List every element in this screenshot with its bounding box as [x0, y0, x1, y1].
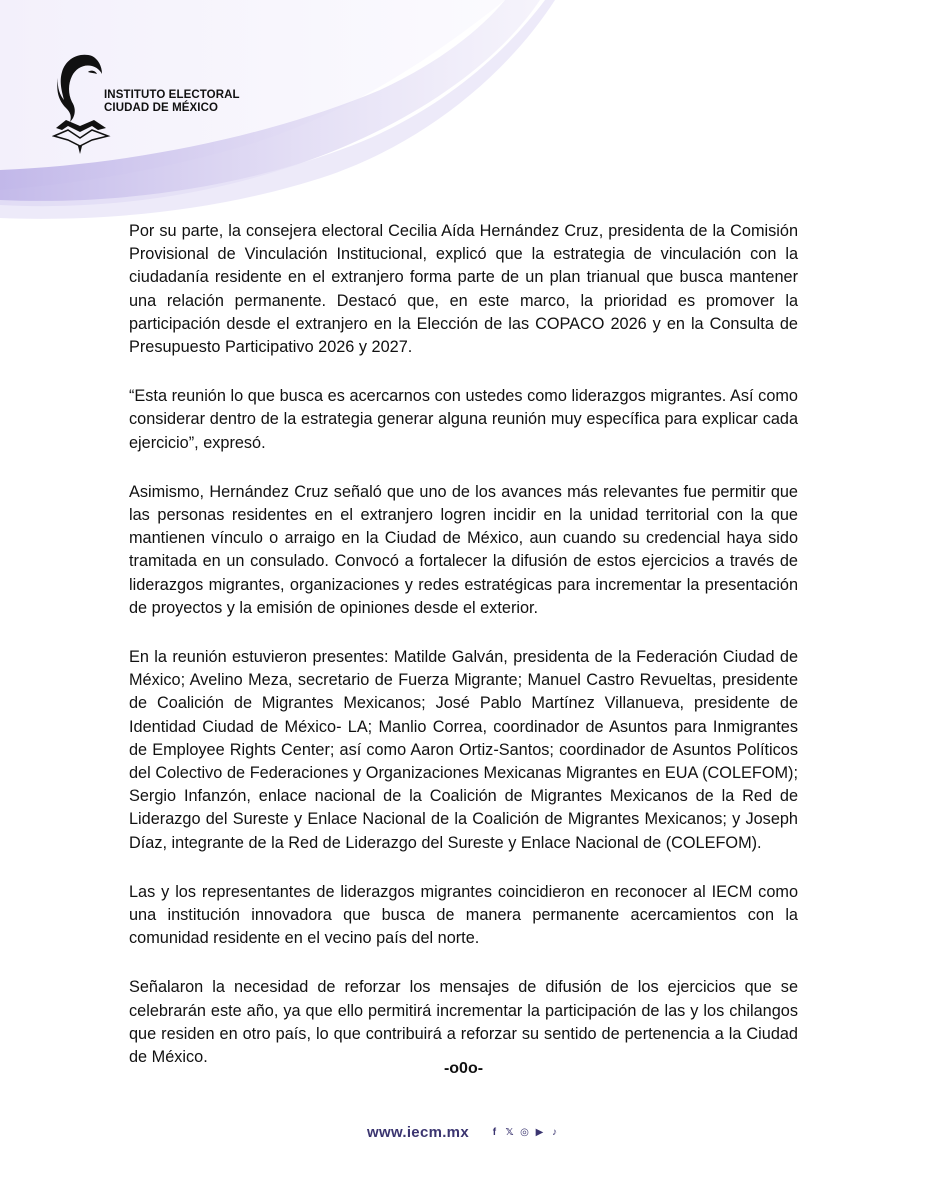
paragraph-5: Las y los representantes de liderazgos migrantes coincidieron en reconocer al IECM como una institución innovadora que busca de manera permanente acercamientos con la comunidad residente en el vecino país del norte.	[129, 882, 798, 948]
social-icons	[489, 1127, 560, 1138]
press-release-body	[129, 220, 798, 1095]
paragraph-1: Por su parte, la consejera electoral Cecilia Aída Hernández Cruz, presidenta de la Comisión Provisional de Vinculación Institucional, explicó que la estrategia de vinculación con la ciudadanía residente en el extranjero forma parte de un plan trianual que busca mantener una relación permanente. Destacó que, en este marco, la prioridad es promover la participación desde el extranjero en la Elección de las COPACO 2026 y en la Consulta de Presupuesto Participativo 2026 y 2027.	[129, 222, 798, 357]
closing-mark: -o0o-	[443, 1060, 484, 1077]
logo-line-1: INSTITUTO ELECTORAL	[104, 89, 240, 101]
paragraph-6: Señalaron la necesidad de reforzar los mensajes de difusión de los ejercicios que se celebrarán este año, ya que ello permitirá incrementar la participación de las y los chilangos que residen en otro país, lo que contribuirá a reforzar su sentido de pertenencia a la Ciudad de México.	[129, 978, 798, 1067]
instagram-icon[interactable]: ◎	[520, 1126, 529, 1138]
logo-line-2: CIUDAD DE MÉXICO	[104, 102, 219, 114]
paragraph-4: En la reunión estuvieron presentes: Matilde Galván, presidenta de la Federación Ciudad de México; Avelino Meza, secretario de Fuerza Migrante; Manuel Castro Revueltas, presidente de Coalición de Migrantes Mexicanos; José Pablo Martínez Villanueva, presidente de Identidad Ciudad de México- LA; Manlio Correa, coordinador de Asuntos para Inmigrantes de Employee Rights Center; así como Aaron Ortiz-Santos; coordinador de Asuntos Políticos del Colectivo de Federaciones y Organizaciones Mexicanas Migrantes en EUA (COLEFOM); Sergio Infanzón, enlace nacional de la Coalición de Migrantes Mexicanos de la Red de Liderazgo del Sureste y Enlace Nacional de la Coalición de Migrantes Mexicanos; y Joseph Díaz, integrante de la Red de Liderazgo del Sureste y Enlace Nacional de (COLEFOM).	[129, 648, 798, 852]
facebook-icon[interactable]: f	[492, 1126, 497, 1138]
website-link[interactable]: www.iecm.mx	[367, 1123, 469, 1141]
iecm-logo	[52, 50, 242, 160]
paragraph-3: Asimismo, Hernández Cruz señaló que uno de los avances más relevantes fue permitir que las personas residentes en el extranjero logren incidir en la unidad territorial con la que mantienen vínculo o arraigo en la Ciudad de México, aun cuando su credencial haya sido tramitada en un consulado. Convocó a fortalecer la difusión de estos ejercicios a través de liderazgos migrantes, organizaciones y redes estratégicas para incrementar la presentación de proyectos y la emisión de opiniones desde el exterior.	[129, 482, 798, 617]
x-icon[interactable]: 𝕏	[505, 1126, 514, 1138]
footer	[0, 1120, 927, 1144]
logo-text	[104, 89, 240, 115]
logo-emblem-icon	[52, 50, 112, 155]
youtube-icon[interactable]: ▶	[535, 1126, 544, 1138]
tiktok-icon[interactable]: ♪	[551, 1126, 557, 1138]
paragraph-2: “Esta reunión lo que busca es acercarnos con ustedes como liderazgos migrantes. Así como considerar dentro de la estrategia generar alguna reunión muy específica para explicar cada ejercicio”, expresó.	[129, 387, 798, 452]
